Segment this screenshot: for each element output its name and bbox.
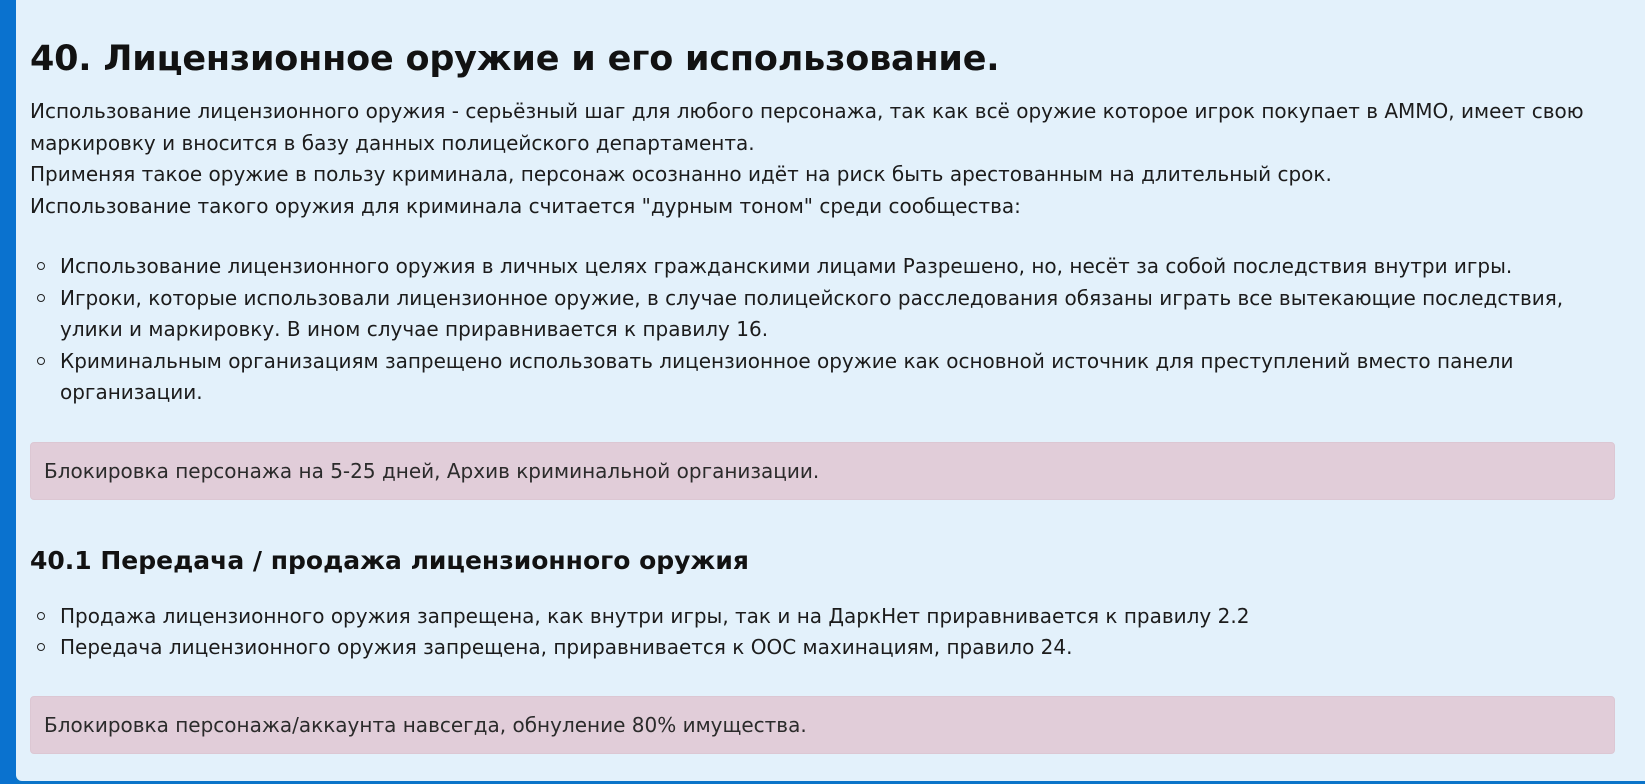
list-item: [30, 251, 1615, 283]
subsection-rules-list: [30, 601, 1615, 664]
penalty-notice: Блокировка персонажа/аккаунта навсегда, обнуление 80% имущества.: [30, 696, 1615, 754]
rule-text: Игроки, которые использовали лицензионное оружие, в случае полицейского расследования обязаны играть все вытекающие последствия, улики и маркировку. В ином случае приравнивается к правилу 16.: [60, 285, 1564, 341]
rule-text: Криминальным организациям запрещено использовать лицензионное оружие как основной источник для преступлений вместо панели организации.: [60, 348, 1514, 404]
list-item: [30, 632, 1615, 664]
section-paragraph: Использование такого оружия для криминала считается "дурным тоном" среди сообщества:: [30, 193, 1021, 218]
penalty-notice: Блокировка персонажа на 5-25 дней, Архив криминальной организации.: [30, 442, 1615, 500]
accent-side-bar: [0, 0, 16, 784]
section-paragraph: Использование лицензионного оружия - серьёзный шаг для любого персонажа, так как всё оружие которое игрок покупает в AMMO, имеет свою маркировку и вносится в базу данных полицейского департамента.: [30, 99, 1584, 155]
section-paragraph: Применяя такое оружие в пользу криминала, персонаж осознанно идёт на риск быть арестованным на длительный срок.: [30, 162, 1332, 186]
rule-text: Передача лицензионного оружия запрещена, приравнивается к ООС махинациям, правило 24.: [60, 635, 1073, 659]
rule-text: Продажа лицензионного оружия запрещена, как внутри игры, так и на ДаркНет приравнивается к правилу 2.2: [60, 603, 1250, 628]
circle-bullet-icon: [37, 294, 45, 302]
circle-bullet-icon: [37, 357, 45, 365]
circle-bullet-icon: [37, 612, 45, 620]
list-item: [30, 346, 1615, 409]
list-item: [30, 283, 1615, 346]
subsection-title: 40.1 Передача / продажа лицензионного оружия: [30, 545, 749, 575]
section-rules-list: [30, 251, 1615, 409]
list-item: [30, 601, 1615, 633]
rules-content: [30, 36, 1615, 754]
section-title: 40. Лицензионное оружие и его использование.: [30, 39, 1000, 79]
circle-bullet-icon: [37, 643, 45, 651]
circle-bullet-icon: [37, 262, 45, 270]
rule-text: Использование лицензионного оружия в личных целях гражданскими лицами Разрешено, но, несёт за собой последствия внутри игры.: [60, 254, 1513, 278]
